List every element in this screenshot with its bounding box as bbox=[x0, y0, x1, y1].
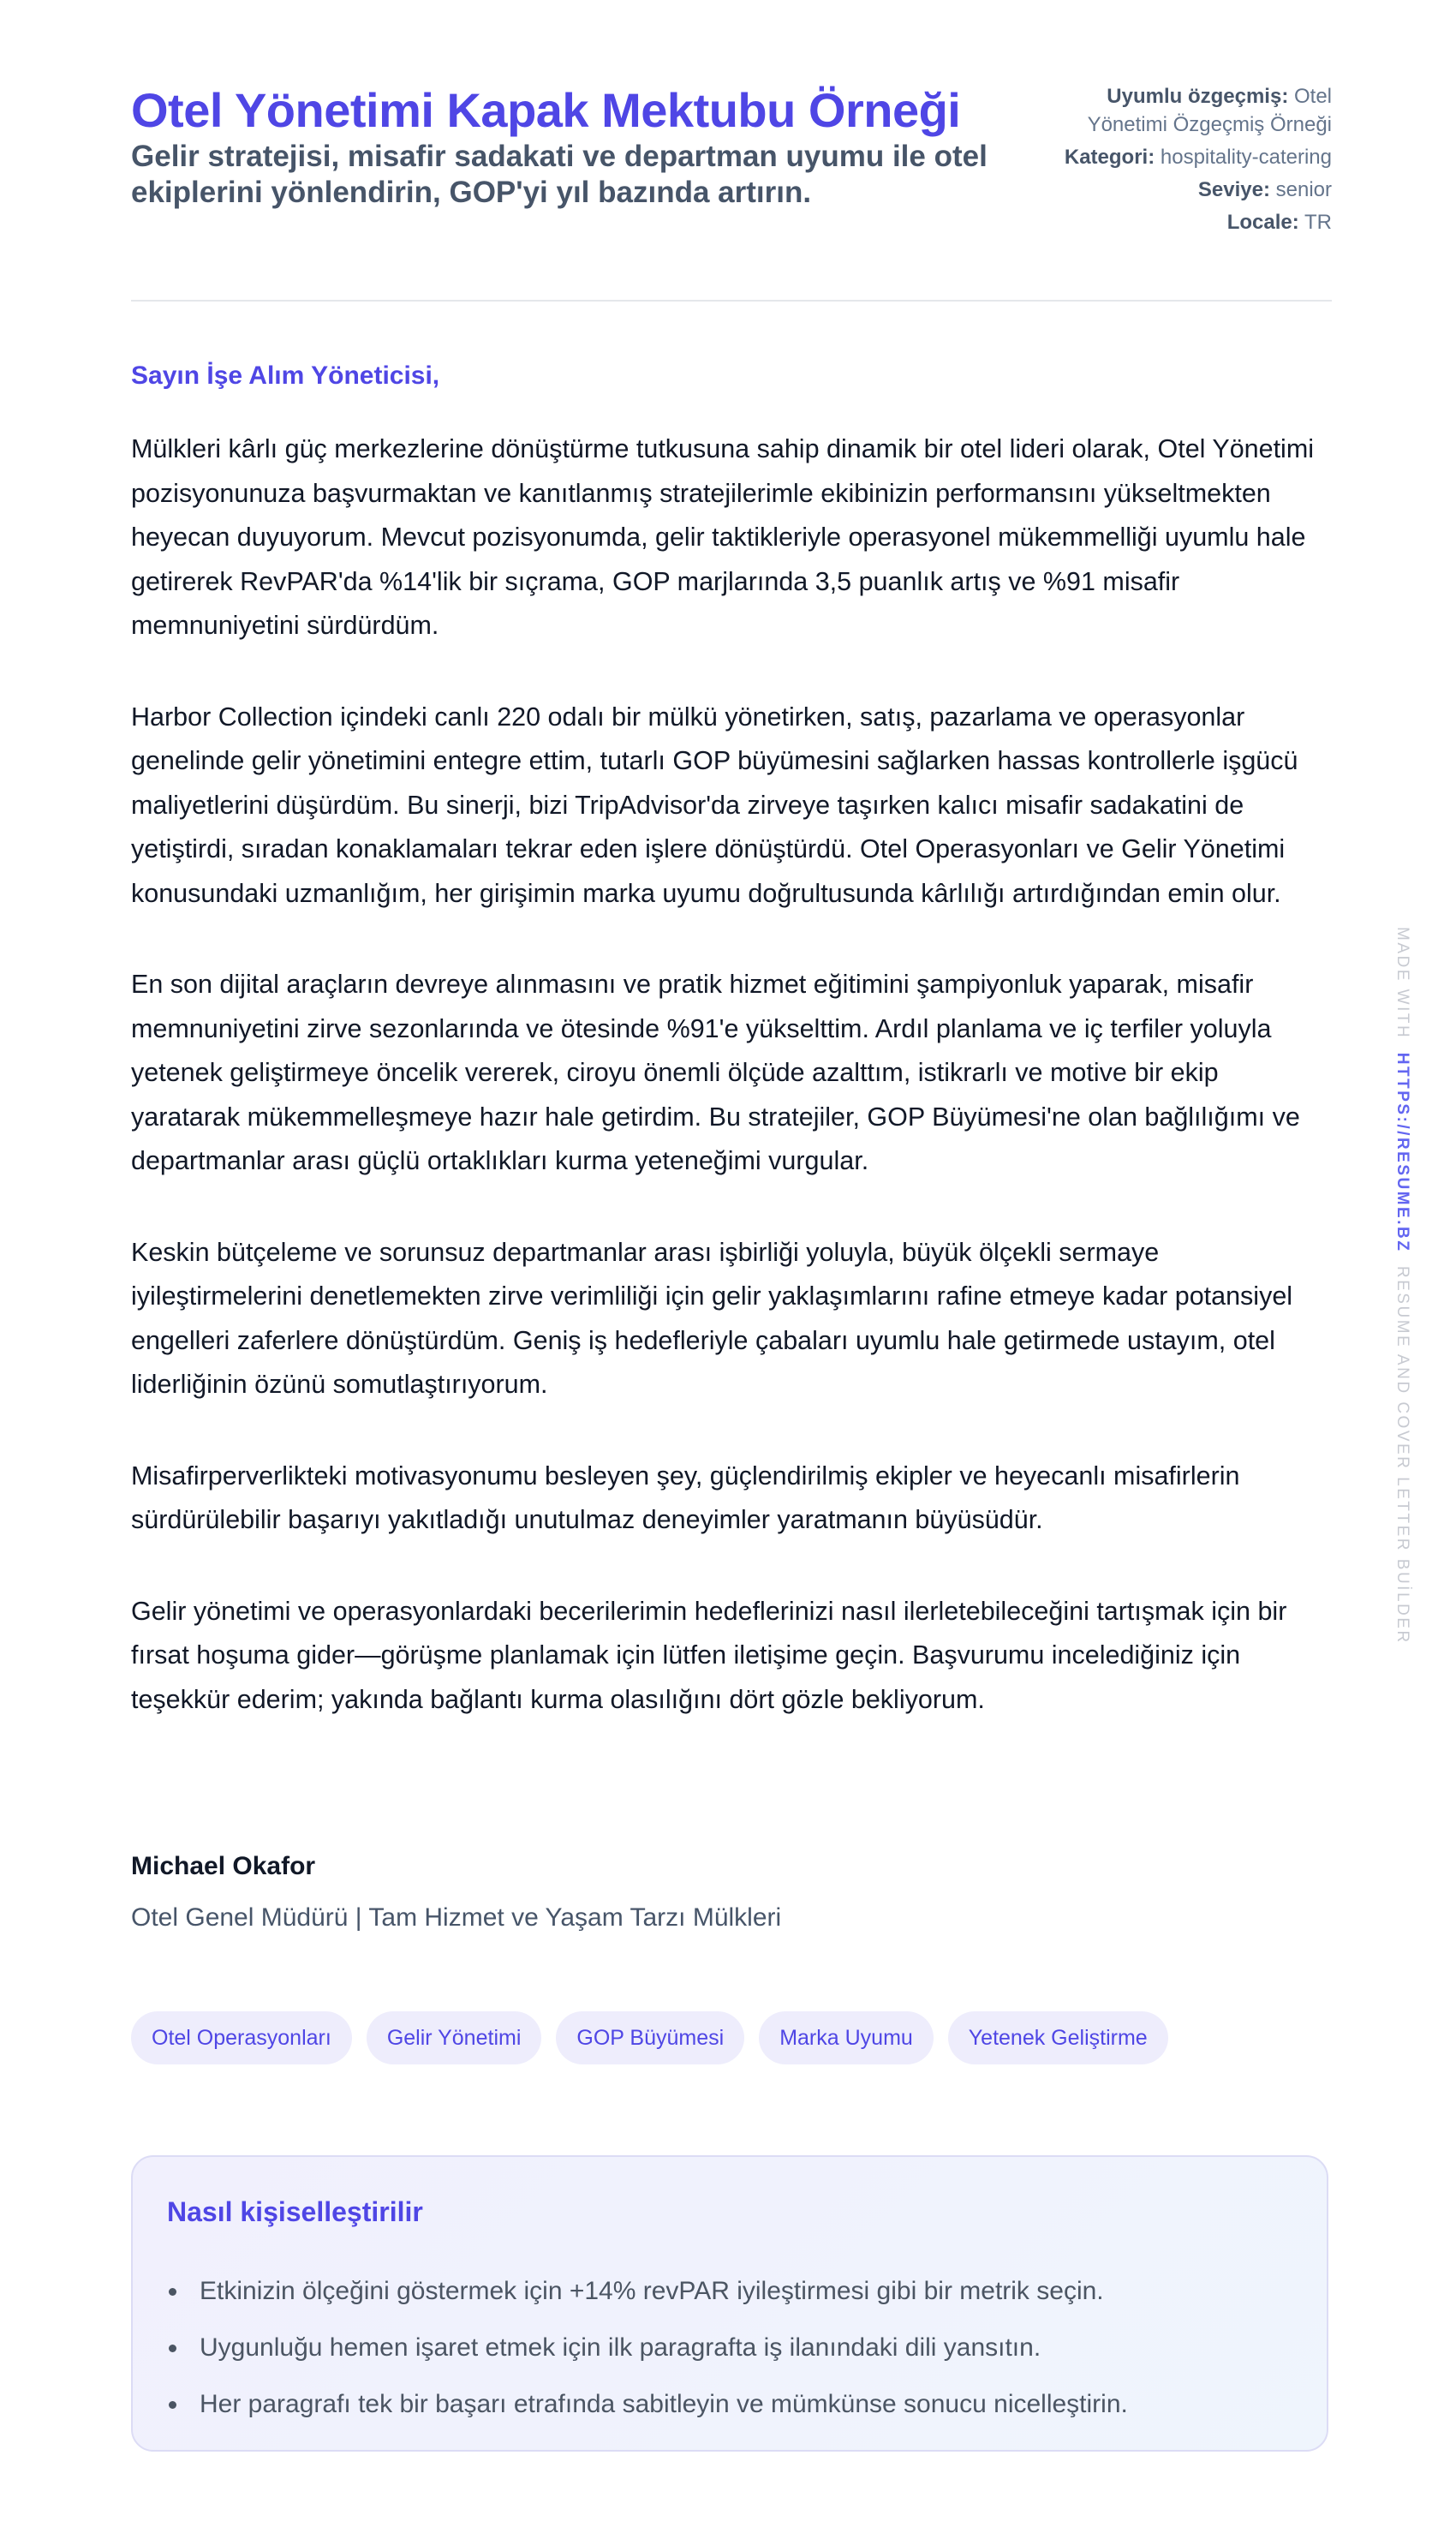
paragraph: Keskin bütçeleme ve sorunsuz departmanlar arası işbirliği yoluyla, büyük ölçekli sermaye iyileştirmelerini denetlemekten zirve verimliliği için gelir yaklaşımlarını rafine etmeye kadar potansiyel engelleri zaferlere dönüştürdüm. Geniş iş hedefleriyle çabaları uyumlu hale getirmede ustayım, otel liderliğinin özünü somutlaştırıyorum. bbox=[131, 1237, 1293, 1399]
meta-category-value: hospitality-catering bbox=[1160, 146, 1332, 169]
page-subtitle: Gelir stratejisi, misafir sadakati ve departman uyumu ile otel ekiplerini yönlendirin, GOP'yi yıl bazında artırın. bbox=[131, 140, 988, 209]
meta-locale-label: Locale: bbox=[1226, 211, 1299, 234]
tag-list bbox=[131, 2011, 1168, 2064]
signature-title: Otel Genel Müdürü | Tam Hizmet ve Yaşam Tarzı Mülkleri bbox=[131, 1903, 782, 1932]
paragraph: En son dijital araçların devreye alınmasını ve pratik hizmet eğitimini şampiyonluk yaparak, misafir memnuniyetini zirve sezonlarında ve ötesinde %91'e yükselttim. Ardıl planlama ve iç terfiler yoluyla yetenek geliştirmeye öncelik vererek, ciroyu önemli ölçüde azalttım, istikrarlı ve motive bir ekip yaratarak mükemmelleşmeye hazır hale getirdim. Bu stratejiler, GOP Büyümesi'ne olan bağlılığımı ve departmanlar arası güçlü ortaklıkları kurma yeteneğimi vurgular. bbox=[131, 970, 1300, 1175]
tips-title: Nasıl kişiselleştirilir bbox=[167, 2196, 423, 2227]
paragraph: Gelir yönetimi ve operasyonlardaki becerilerimin hedeflerinizi nasıl ilerletebileceğini tartışmak için bir fırsat hoşuma gider—görüşme planlamak için lütfen iletişime geçin. Başvurumu incelediğiniz için teşekkür ederim; yakında bağlantı kurma olasılığını dört gözle bekliyorum. bbox=[131, 1596, 1287, 1714]
meta-resume bbox=[1049, 82, 1332, 139]
page-header bbox=[131, 0, 1332, 302]
side-banner-prefix: MADE WITH bbox=[1393, 927, 1411, 1040]
meta-level bbox=[1049, 176, 1332, 204]
meta-locale-value: TR bbox=[1304, 211, 1332, 234]
tag: Yetenek Geliştirme bbox=[948, 2011, 1168, 2064]
tip-item: Her paragrafı tek bir başarı etrafında sabitleyin ve mümkünse sonucu nicelleştirin. bbox=[167, 2376, 1128, 2433]
tag: GOP Büyümesi bbox=[556, 2011, 744, 2064]
tip-item: Etkinizin ölçeğini göstermek için +14% revPAR iyileştirmesi gibi bir metrik seçin. bbox=[167, 2263, 1128, 2320]
meta-level-label: Seviye: bbox=[1197, 178, 1270, 201]
paragraph: Harbor Collection içindeki canlı 220 odalı bir mülkü yönetirken, satış, pazarlama ve operasyonlar genelinde gelir yönetimini entegre ettim, tutarlı GOP büyümesini sağlarken hassas kontrollerle işgücü maliyetlerini düşürdüm. Bu sinerji, bizi TripAdvisor'da zirveye taşırken kalıcı misafir sadakatini de yetiştirdi, sıradan konaklamaları tekrar eden işlere dönüştürdü. Otel Operasyonları ve Gelir Yönetimi konusundaki uzmanlığım, her girişimin marka uyumu doğrultusunda kârlılığı artırdığından emin olur. bbox=[131, 702, 1298, 908]
meta-resume-value: Otel Yönetimi Özgeçmiş Örneği bbox=[1087, 85, 1332, 136]
meta-locale bbox=[1049, 208, 1332, 236]
salutation: Sayın İşe Alım Yöneticisi, bbox=[131, 361, 440, 390]
tag: Gelir Yönetimi bbox=[367, 2011, 542, 2064]
page-title: Otel Yönetimi Kapak Mektubu Örneği bbox=[131, 83, 961, 137]
meta-category bbox=[1049, 143, 1332, 171]
signature-name: Michael Okafor bbox=[131, 1852, 316, 1880]
paragraph: Misafirperverlikteki motivasyonumu besleyen şey, güçlendirilmiş ekipler ve heyecanlı misafirlerin sürdürülebilir başarıyı yakıtladığı unutulmaz deneyimler yaratmanın büyüsüdür. bbox=[131, 1461, 1240, 1534]
meta-resume-label: Uyumlu özgeçmiş: bbox=[1107, 85, 1289, 108]
cover-letter-page bbox=[131, 0, 1332, 2418]
tips-box bbox=[131, 2155, 1328, 2452]
paragraph: Mülkleri kârlı güç merkezlerine dönüştürme tutkusuna sahip dinamik bir otel lideri olarak, Otel Yönetimi pozisyonunuza başvurmaktan ve kanıtlanmış stratejilerimle ekibinizin performansını yükseltmekten heyecan duyuyorum. Mevcut pozisyonumda, gelir taktikleriyle operasyonel mükemmelliği uyumlu hale getirerek RevPAR'da %14'lik bir sıçrama, GOP marjlarında 3,5 puanlık artış ve %91 misafir memnuniyetini sürdürdüm. bbox=[131, 434, 1315, 640]
side-banner-link[interactable]: HTTPS://RESUME.BZ bbox=[1393, 1052, 1411, 1253]
side-banner-text bbox=[1393, 927, 1411, 1645]
tips-list bbox=[167, 2263, 1128, 2433]
tag: Marka Uyumu bbox=[759, 2011, 934, 2064]
tip-item: Uygunluğu hemen işaret etmek için ilk paragrafta iş ilanındaki dili yansıtın. bbox=[167, 2320, 1128, 2376]
meta-category-label: Kategori: bbox=[1064, 146, 1155, 169]
meta-info bbox=[1049, 82, 1332, 241]
letter-body bbox=[131, 427, 1332, 1769]
tag: Otel Operasyonları bbox=[131, 2011, 352, 2064]
meta-level-value: senior bbox=[1275, 178, 1332, 201]
side-banner-suffix: RESUME AND COVER LETTER BUİLDER bbox=[1393, 1265, 1411, 1645]
side-banner bbox=[1387, 927, 1413, 1645]
